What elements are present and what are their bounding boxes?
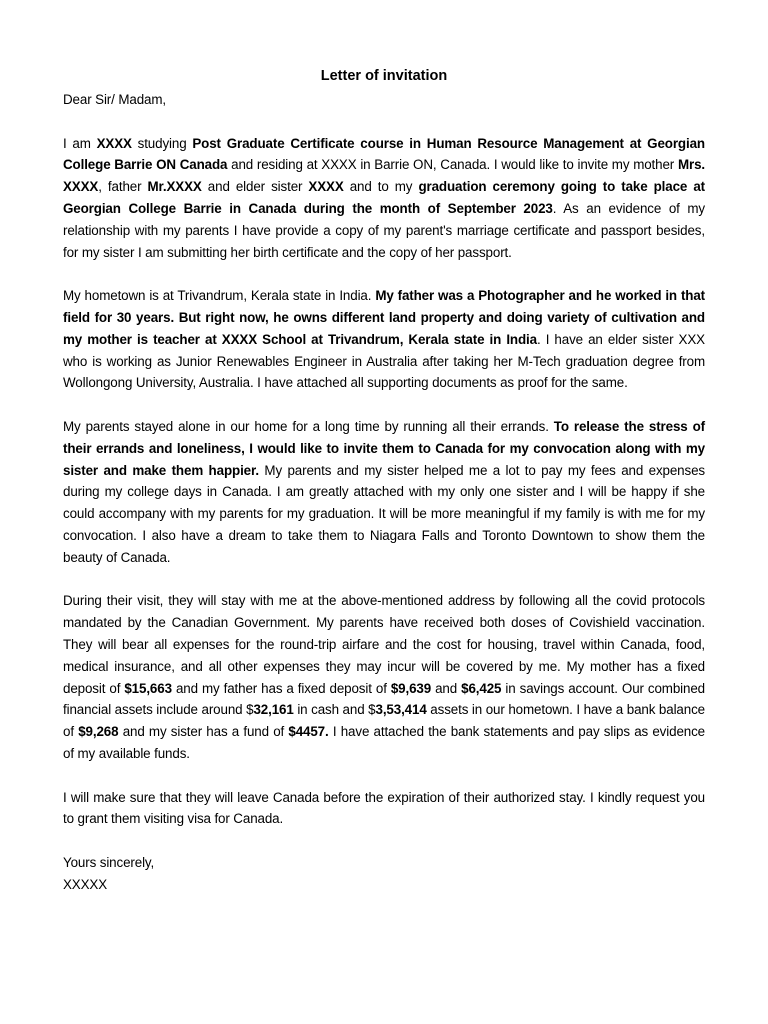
closing-block [63, 852, 705, 896]
text-run: studying [131, 135, 193, 151]
emphasized-text: graduation ceremony going to take place at Georgian College Barrie in Canada during the month of September 2023 [63, 179, 705, 216]
emphasized-text: $9,639 [390, 680, 432, 696]
text-run: During their visit, they will stay with me at the above-mentioned address by following all the covid protocols mandated by the Canadian Government. My parents have received both doses of Covishield vaccination. They will bear all expenses for the round-trip airfare and the cost for housing, travel within Canada, food, medical insurance, and all other expenses they may incur will be covered by me. My mother has a fixed deposit of [63, 593, 705, 696]
emphasized-text: XXXX [308, 179, 344, 195]
text-run: I have attached the bank statements and pay slips as evidence of my available funds. [63, 724, 705, 761]
text-run: in cash and $ [293, 702, 376, 718]
text-run: and my father has a fixed deposit of [171, 680, 391, 696]
emphasized-text: $6,425 [461, 680, 502, 696]
emphasized-text: To release the stress of their errands and loneliness, I would like to invite them to Canada for my convocation along with my sister and make them happier. [63, 418, 706, 478]
text-run: My parents and my sister helped me a lot to pay my fees and expenses during my college days in Canada. I am greatly attached with my only one sister and I will be happy if she could accompany with my parents for my graduation. It will be more meaningful if my family is with me for my convocation. I also have a dream to take them to Niagara Falls and Toronto Downtown to show them the beauty of Canada. [63, 462, 705, 565]
signature-name: XXXXX [63, 876, 108, 892]
letter-title: Letter of invitation [320, 68, 448, 84]
emphasized-text: Mr.XXXX [147, 179, 202, 195]
text-run: , father [98, 179, 148, 195]
emphasized-text: 3,53,414 [375, 702, 427, 718]
emphasized-text: $15,663 [124, 680, 172, 696]
letter-body [63, 89, 705, 895]
text-run: My parents stayed alone in our home for a long time by running all their errands. [63, 418, 554, 434]
text-run: . As an evidence of my relationship with my parents I have provide a copy of my parent's marriage certificate and passport besides, for my sister I am submitting her birth certificate and the copy of her passport. [63, 200, 705, 260]
emphasized-text: $9,268 [78, 724, 119, 740]
emphasized-text: Mrs. XXXX [63, 157, 705, 195]
text-run: and to my [343, 179, 419, 195]
text-run: My hometown is at Trivandrum, Kerala state in India. [63, 288, 376, 304]
text-run: I am [63, 135, 97, 151]
emphasized-text: My father was a Photographer and he worked in that field for 30 years. But right now, he owns different land property and doing variety of cultivation and my mother is teacher at XXXX School at Trivandrum, Kerala state in India [63, 288, 706, 347]
text-run: I will make sure that they will leave Canada before the expiration of their authorized stay. I kindly request you to grant them visiting visa for Canada. [63, 789, 705, 827]
closing-phrase: Yours sincerely, [63, 854, 155, 870]
text-run: assets in our hometown. I have a bank balance of [63, 702, 705, 740]
text-run: and elder sister [201, 179, 309, 195]
emphasized-text: 32,161 [253, 702, 294, 718]
emphasized-text: Post Graduate Certificate course in Human Resource Management at Georgian College Barrie ON Canada [63, 135, 705, 173]
paragraph-financial-support [63, 590, 705, 764]
paragraph-family-background [63, 285, 705, 394]
salutation: Dear Sir/ Madam, [63, 92, 167, 107]
emphasized-text: XXXX [96, 135, 132, 151]
text-run: and residing at XXXX in Barrie ON, Canada. I would like to invite my mother [227, 157, 678, 173]
text-run: in savings account. Our combined financial assets include around $ [63, 680, 705, 718]
emphasized-text: $4457. [288, 724, 329, 740]
text-run: and my sister has a fund of [118, 724, 289, 740]
text-run: and [431, 680, 462, 696]
text-run: . I have an elder sister XXX who is working as Junior Renewables Engineer in Australia after taking her M-Tech graduation degree from Wollongong University, Australia. I have attached all supporting documents as proof for the same. [63, 331, 705, 391]
paragraph-purpose-of-visit [63, 416, 705, 569]
paragraph-assurance [63, 787, 705, 831]
paragraph-introduction [63, 133, 705, 264]
